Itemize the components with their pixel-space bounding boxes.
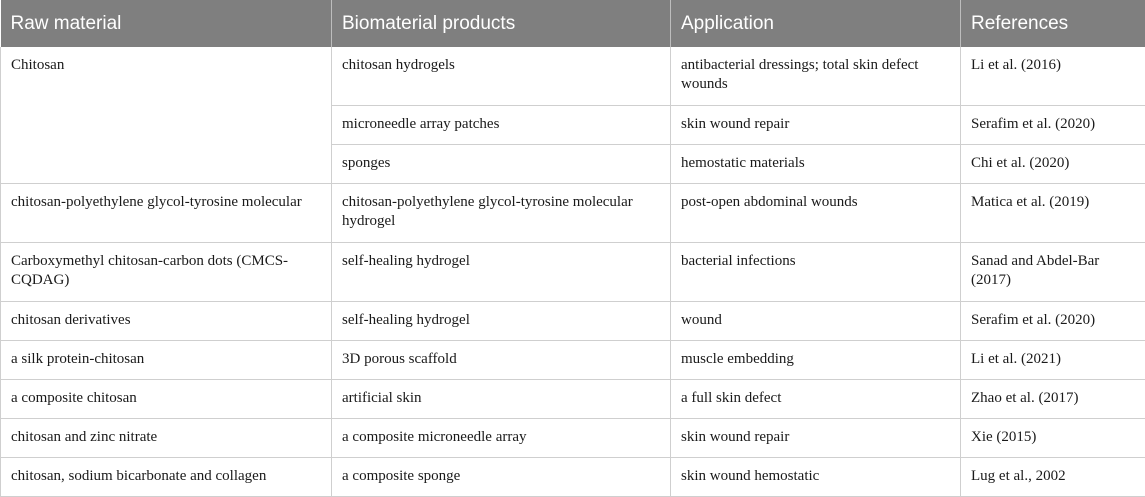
table-row [1, 380, 1145, 419]
cell-reference: Li et al. (2021) [961, 341, 1145, 380]
cell-application: hemostatic materials [671, 145, 961, 184]
table-body [1, 47, 1145, 497]
cell-application: muscle embedding [671, 341, 961, 380]
cell-product: chitosan-polyethylene glycol-tyrosine molecular hydrogel [332, 184, 671, 243]
cell-product: chitosan hydrogels [332, 47, 671, 106]
cell-application: bacterial infections [671, 243, 961, 302]
table-row [1, 302, 1145, 341]
cell-reference: Serafim et al. (2020) [961, 106, 1145, 145]
cell-product: a composite sponge [332, 458, 671, 497]
table-header [1, 0, 1145, 47]
cell-reference: Chi et al. (2020) [961, 145, 1145, 184]
cell-product: microneedle array patches [332, 106, 671, 145]
header-references: References [961, 0, 1145, 47]
cell-reference: Serafim et al. (2020) [961, 302, 1145, 341]
cell-application: skin wound hemostatic [671, 458, 961, 497]
table-row [1, 47, 1145, 106]
cell-product: artificial skin [332, 380, 671, 419]
cell-reference: Zhao et al. (2017) [961, 380, 1145, 419]
cell-raw-material: chitosan and zinc nitrate [1, 419, 332, 458]
cell-application: wound [671, 302, 961, 341]
cell-raw-material: Chitosan [1, 47, 332, 184]
cell-product: sponges [332, 145, 671, 184]
table-row [1, 243, 1145, 302]
cell-raw-material: chitosan-polyethylene glycol-tyrosine molecular [1, 184, 332, 243]
cell-application: skin wound repair [671, 419, 961, 458]
header-application: Application [671, 0, 961, 47]
cell-product: 3D porous scaffold [332, 341, 671, 380]
header-row [1, 0, 1145, 47]
table-row [1, 458, 1145, 497]
header-biomaterial-products: Biomaterial products [332, 0, 671, 47]
table-row [1, 341, 1145, 380]
cell-raw-material: a composite chitosan [1, 380, 332, 419]
table-row [1, 184, 1145, 243]
cell-raw-material: a silk protein-chitosan [1, 341, 332, 380]
cell-reference: Xie (2015) [961, 419, 1145, 458]
cell-application: antibacterial dressings; total skin defect wounds [671, 47, 961, 106]
table-row [1, 419, 1145, 458]
cell-raw-material: Carboxymethyl chitosan-carbon dots (CMCS-CQDAG) [1, 243, 332, 302]
cell-raw-material: chitosan derivatives [1, 302, 332, 341]
cell-reference: Sanad and Abdel-Bar (2017) [961, 243, 1145, 302]
cell-application: a full skin defect [671, 380, 961, 419]
cell-raw-material: chitosan, sodium bicarbonate and collagen [1, 458, 332, 497]
cell-product: self-healing hydrogel [332, 302, 671, 341]
cell-reference: Matica et al. (2019) [961, 184, 1145, 243]
cell-reference: Lug et al., 2002 [961, 458, 1145, 497]
cell-application: post-open abdominal wounds [671, 184, 961, 243]
cell-application: skin wound repair [671, 106, 961, 145]
cell-reference: Li et al. (2016) [961, 47, 1145, 106]
header-raw-material: Raw material [1, 0, 332, 47]
cell-product: a composite microneedle array [332, 419, 671, 458]
cell-product: self-healing hydrogel [332, 243, 671, 302]
